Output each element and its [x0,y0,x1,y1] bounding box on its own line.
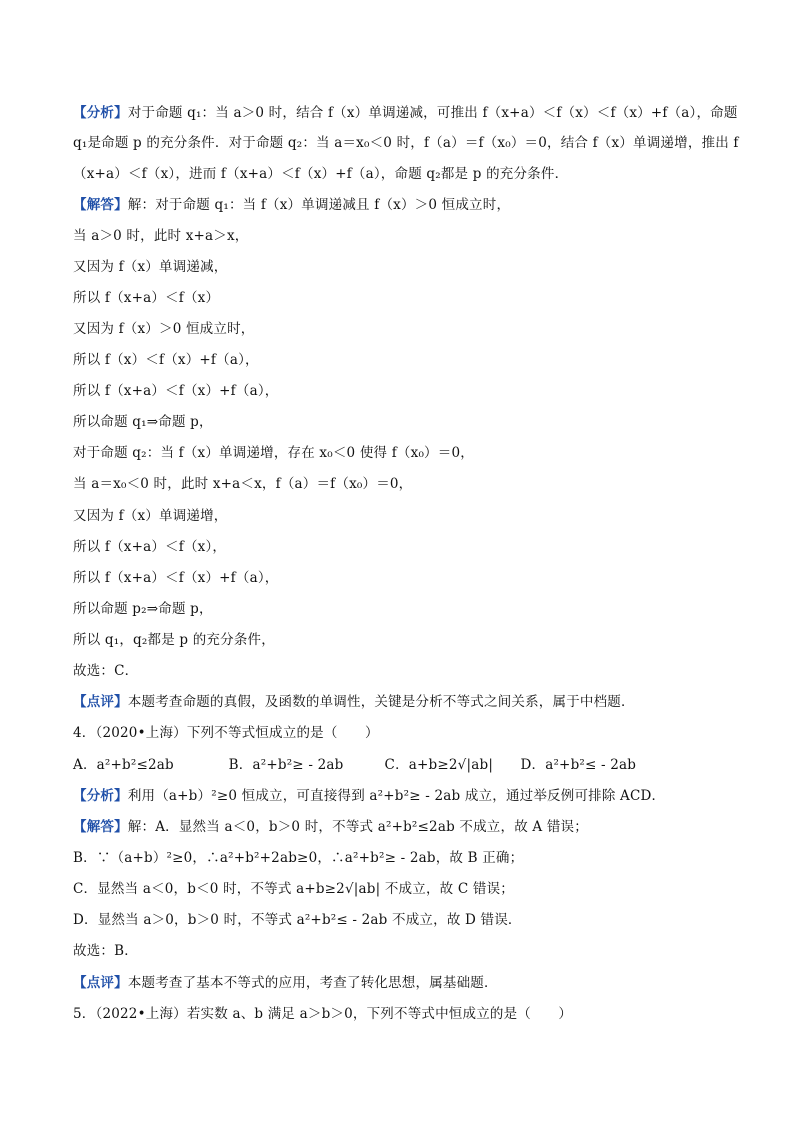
p3-step: 当 a＝x₀＜0 时，此时 x+a＜x，f（a）＝f（x₀）＝0， [73,476,413,492]
p3-comment-line [73,693,734,711]
p3-step: 对于命题 q₂：当 f（x）单调递增，存在 x₀＜0 使得 f（x₀）＝0， [73,445,474,461]
p3-analysis-line-3: （x+a）＜f（x），进而 f（x+a）＜f（x）+f（a），命题 q₂都是 p 的充分条件． [73,166,569,182]
p3-step: 所以 f（x+a）＜f（x）+f（a）， [73,570,279,586]
p4-analysis-line [73,787,734,805]
solution-text: 解：对于命题 q₁：当 f（x）单调递减且 f（x）＞0 恒成立时， [127,197,511,213]
p3-step: 又因为 f（x）单调递增， [73,508,228,524]
analysis-text: 利用（a+b）²≥0 恒成立，可直接得到 a²+b²≥ - 2ab 成立，通过举反例可排除 ACD． [127,788,666,804]
p3-step: 所以命题 p₂⇒命题 p， [73,601,213,617]
p3-step: 当 a＞0 时，此时 x+a＞x， [73,228,249,244]
p3-step: 所以命题 q₁⇒命题 p， [73,414,213,430]
analysis-tag: 【分析】 [73,105,128,121]
p4-question: 4．（2020•上海）下列不等式恒成立的是（ ） [73,725,379,741]
p4-options: A．a²+b²≤2ab B．a²+b²≥ - 2ab C．a+b≥2√|ab| D．a²+b²≤ - 2ab [73,757,637,773]
p3-step: 所以 f（x+a）＜f（x）， [73,539,227,555]
p4-comment-line [73,974,734,992]
comment-tag: 【点评】 [73,975,128,991]
analysis-text: 对于命题 q₁：当 a＞0 时，结合 f（x）单调递减，可推出 f（x+a）＜f（x）＜f（x）+f（a），命题 [127,105,738,121]
p4-step: D．显然当 a＞0，b＞0 时，不等式 a²+b²≤ - 2ab 不成立，故 D 错误． [73,912,522,928]
comment-tag: 【点评】 [73,694,128,710]
p3-step: 所以 q₁，q₂都是 p 的充分条件， [73,632,275,648]
comment-text: 本题考查了基本不等式的应用，考查了转化思想，属基础题． [127,975,498,991]
p3-solution-line [73,196,734,214]
solution-tag: 【解答】 [73,197,128,213]
solution-tag: 【解答】 [73,819,128,835]
p4-step: B．∵（a+b）²≥0，∴a²+b²+2ab≥0，∴a²+b²≥ - 2ab，故 B 正确； [73,850,524,866]
p3-step: 又因为 f（x）＞0 恒成立时， [73,321,255,337]
comment-text: 本题考查命题的真假，及函数的单调性，关键是分析不等式之间关系，属于中档题． [127,694,635,710]
p4-step: 故选：B． [73,943,138,959]
p3-analysis-line-2: q₁是命题 p 的充分条件．对于命题 q₂：当 a＝x₀＜0 时，f（a）＝f（x₀）＝0，结合 f（x）单调递增，推出 f [73,135,739,151]
p3-step: 所以 f（x+a）＜f（x） [73,290,220,306]
p4-solution-line [73,818,734,836]
p3-analysis-line-1 [73,104,738,122]
p3-step: 又因为 f（x）单调递减， [73,259,228,275]
p3-step: 所以 f（x+a）＜f（x）+f（a）， [73,383,279,399]
p4-step: C．显然当 a＜0，b＜0 时，不等式 a+b≥2√|ab| 不成立，故 C 错误； [73,881,514,897]
p3-step: 所以 f（x）＜f（x）+f（a）， [73,352,259,368]
solution-text: 解：A．显然当 a＜0，b＞0 时，不等式 a²+b²≤2ab 不成立，故 A 错误； [127,819,588,835]
p3-step: 故选：C． [73,663,139,679]
p5-question: 5．（2022•上海）若实数 a、b 满足 a＞b＞0，下列不等式中恒成立的是（ ） [73,1006,573,1022]
analysis-tag: 【分析】 [73,788,128,804]
